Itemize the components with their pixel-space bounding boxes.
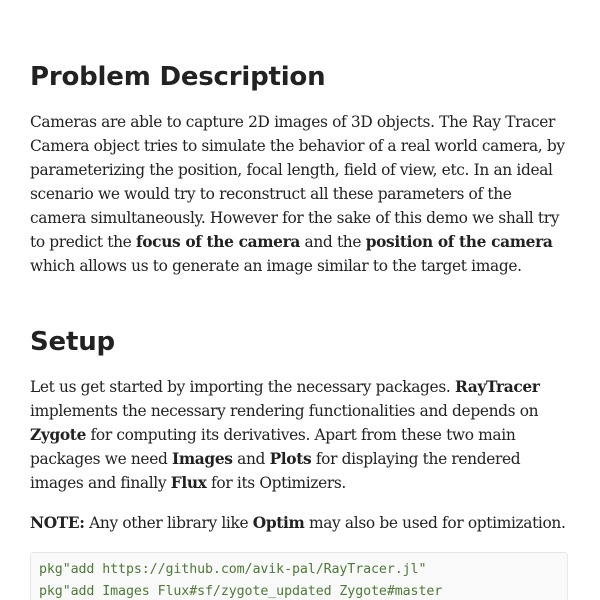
note-paragraph <box>30 511 570 535</box>
text-span: and the <box>300 233 366 251</box>
text-span: for computing its derivatives. Apart from these two main packages we need <box>30 426 516 468</box>
bold-flux: Flux <box>170 474 207 492</box>
bold-raytracer: RayTracer <box>454 378 540 396</box>
text-span: implements the necessary rendering functionalities and depends on <box>30 402 539 420</box>
code-block[interactable] <box>30 552 568 600</box>
bold-position-of-camera: position of the camera <box>365 233 553 251</box>
bold-images: Images <box>172 450 233 468</box>
problem-description-paragraph <box>30 110 570 278</box>
bold-focus-of-camera: focus of the camera <box>135 233 300 251</box>
text-span: and <box>232 450 270 468</box>
bold-zygote: Zygote <box>30 426 87 444</box>
setup-paragraph <box>30 375 570 495</box>
bold-optim: Optim <box>252 514 305 532</box>
text-span: Cameras are able to capture 2D images of 3D objects. The Ray Tracer Camera object tries to simulate the behavior of a real world camera, by parameterizing the position, focal length, field of view, etc. In an ideal scenario we would try to reconstruct all these parameters of the camera simultaneously. However for the sake of this demo we shall try to predict the <box>30 113 565 251</box>
text-span: Let us get started by importing the necessary packages. <box>30 378 455 396</box>
note-label: NOTE: <box>30 514 85 532</box>
setup-heading: Setup <box>30 327 115 357</box>
problem-description-heading: Problem Description <box>30 62 326 92</box>
text-span: for displaying the rendered images and finally <box>30 450 521 492</box>
code-line: pkg"add Images Flux#sf/zygote_updated Zygote#master <box>39 584 443 599</box>
bold-plots: Plots <box>269 450 312 468</box>
text-span: for its Optimizers. <box>206 474 346 492</box>
code-line: pkg"add https://github.com/avik-pal/RayTracer.jl" <box>39 562 427 577</box>
text-span: Any other library like <box>84 514 253 532</box>
text-span: may also be used for optimization. <box>304 514 566 532</box>
text-span: which allows us to generate an image similar to the target image. <box>30 257 522 275</box>
